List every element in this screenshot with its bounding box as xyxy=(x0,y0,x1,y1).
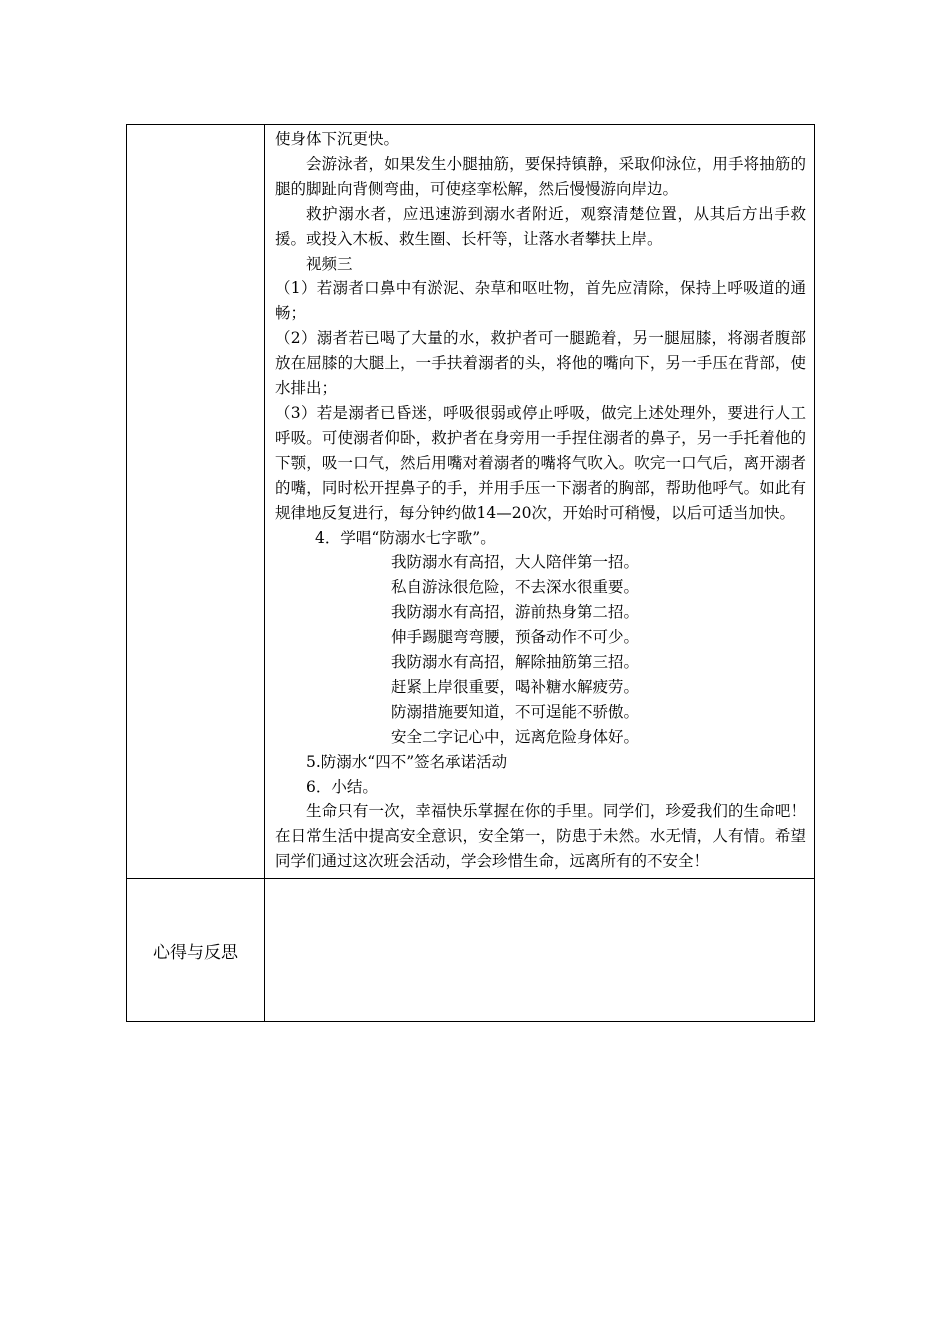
rescuer-paragraph: 救护溺水者，应迅速游到溺水者附近，观察清楚位置，从其后方出手救援。或投入木板、救生圈、长杆等，让落水者攀扶上岸。 xyxy=(275,204,806,248)
left-blank-cell xyxy=(127,125,265,879)
step-6-heading: 6．小结。 xyxy=(306,777,378,796)
song-line: 我防溺水有高招，解除抽筋第三招。 xyxy=(391,653,640,672)
song-line: 赶紧上岸很重要，喝补糖水解疲劳。 xyxy=(391,677,640,696)
song-line: 防溺措施要知道，不可逞能不骄傲。 xyxy=(391,702,640,721)
closing-paragraph: 生命只有一次，幸福快乐掌握在你的手里。同学们，珍爱我们的生命吧！在日常生活中提高安全意识，安全第一，防患于未然。水无情，人有情。希望同学们通过这次班会活动，学会珍惜生命，远离所有的不安全！ xyxy=(275,802,806,871)
song-line: 伸手踢腿弯弯腰，预备动作不可少。 xyxy=(391,628,640,647)
video-three-heading: 视频三 xyxy=(306,254,353,273)
song-line: 我防溺水有高招，游前热身第二招。 xyxy=(391,603,640,622)
continuation-line: 使身体下沉更快。 xyxy=(275,130,400,148)
reflection-label: 心得与反思 xyxy=(127,879,265,1022)
first-aid-item-1: （1）若溺者口鼻中有淤泥、杂草和呕吐物，首先应清除，保持上呼吸道的通畅； xyxy=(275,279,806,323)
first-aid-item-2: （2）溺者若已喝了大量的水，救护者可一腿跪着，另一腿屈膝，将溺者腹部放在屈膝的大腿上，一手扶着溺者的头，将他的嘴向下，另一手压在背部，使水排出； xyxy=(275,329,806,398)
step-5-heading: 5.防溺水“四不”签名承诺活动 xyxy=(306,752,508,771)
song-lyrics xyxy=(275,550,806,749)
content-row xyxy=(127,125,815,879)
lesson-table xyxy=(126,124,815,1022)
swimmer-cramp-paragraph: 会游泳者，如果发生小腿抽筋，要保持镇静，采取仰泳位，用手将抽筋的腿的脚趾向背侧弯曲，可使痉挛松解，然后慢慢游向岸边。 xyxy=(275,154,806,198)
step-4-heading: 4．学唱“防溺水七字歌”。 xyxy=(315,528,496,547)
song-line: 我防溺水有高招，大人陪伴第一招。 xyxy=(391,553,640,572)
reflection-row xyxy=(127,879,815,1022)
content-cell xyxy=(265,125,815,879)
first-aid-item-3: （3）若是溺者已昏迷，呼吸很弱或停止呼吸，做完上述处理外，要进行人工呼吸。可使溺者仰卧，救护者在身旁用一手捏住溺者的鼻子，另一手托着他的下颚，吸一口气，然后用嘴对着溺者的嘴将气吹入。吹完一口气后，离开溺者的嘴，同时松开捏鼻子的手，并用手压一下溺者的胸部，帮助他呼气。如此有规律地反复进行，每分钟约做14—20次，开始时可稍慢，以后可适当加快。 xyxy=(275,403,806,522)
song-line: 私自游泳很危险，不去深水很重要。 xyxy=(391,578,640,597)
song-line: 安全二字记心中，远离危险身体好。 xyxy=(391,727,640,746)
reflection-input-area xyxy=(265,879,815,1022)
